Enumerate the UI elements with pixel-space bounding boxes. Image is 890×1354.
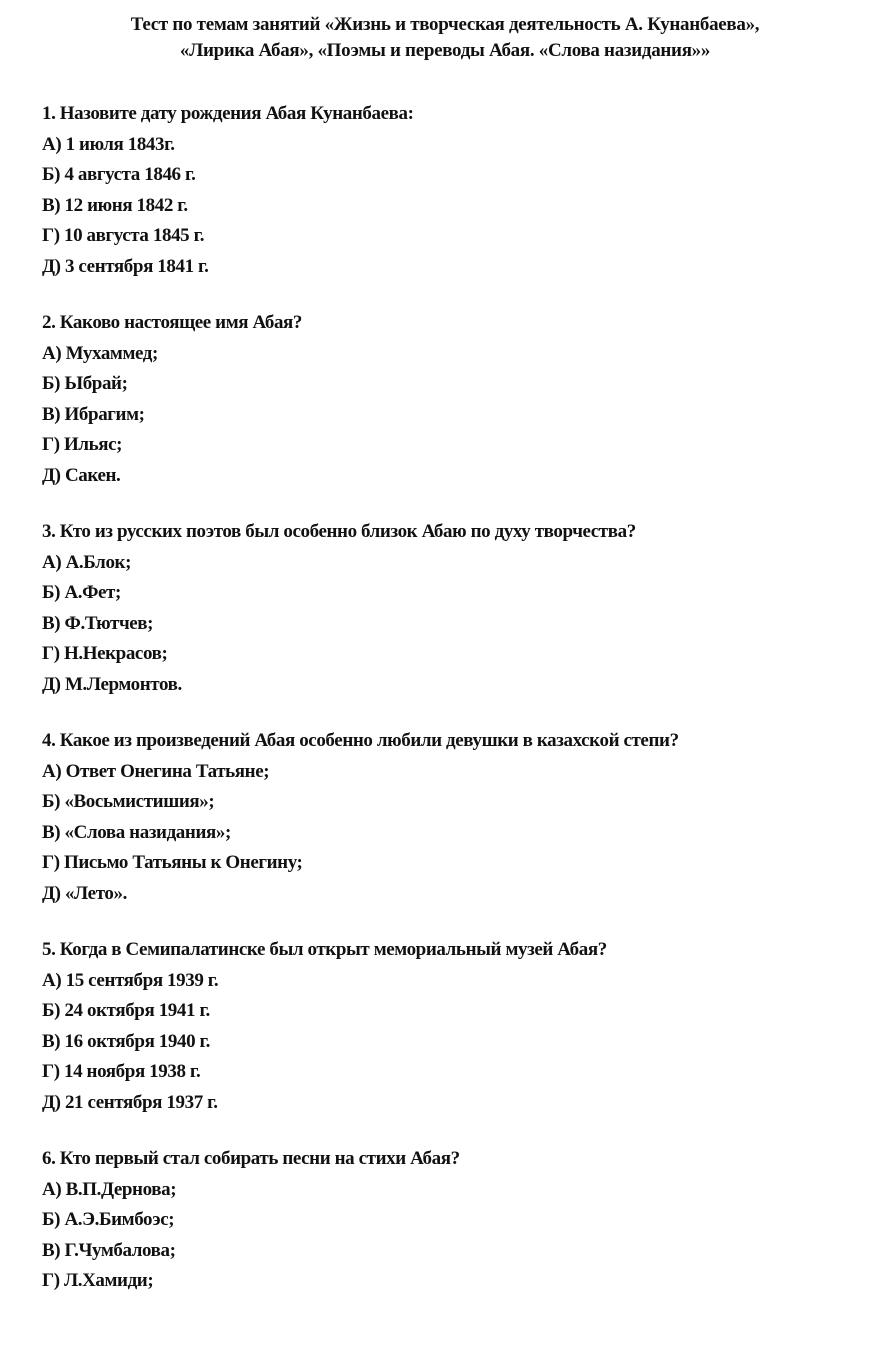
answer-option-e: Д) М.Лермонтов. xyxy=(42,673,182,695)
question-5 xyxy=(42,935,888,1118)
question-list xyxy=(42,99,888,1323)
question-6 xyxy=(42,1144,888,1297)
answer-option-c: В) Ибрагим; xyxy=(42,403,145,425)
answer-option-a: А) Ответ Онегина Татьяне; xyxy=(42,760,270,782)
answer-option-b: Б) 4 августа 1846 г. xyxy=(42,164,196,185)
question-1 xyxy=(42,99,888,282)
answer-option-e: Д) 21 сентября 1937 г. xyxy=(42,1091,218,1113)
answer-option-c: В) 16 октября 1940 г. xyxy=(42,1030,210,1052)
answer-option-c: В) 12 июня 1842 г. xyxy=(42,194,188,216)
question-text: 5. Когда в Семипалатинске был открыт мемориальный музей Абая? xyxy=(42,939,607,960)
title-line-2: «Лирика Абая», «Поэмы и переводы Абая. «Слова назидания»» xyxy=(179,40,711,61)
answer-option-a: А) В.П.Дернова; xyxy=(42,1178,177,1200)
answer-option-a: А) А.Блок; xyxy=(42,551,132,573)
answer-option-d: Г) 14 ноября 1938 г. xyxy=(42,1061,201,1082)
answer-option-b: Б) 24 октября 1941 г. xyxy=(42,1000,210,1021)
question-text: 1. Назовите дату рождения Абая Кунанбаева: xyxy=(42,103,414,124)
answer-option-a: А) 15 сентября 1939 г. xyxy=(42,969,219,991)
answer-option-b: Б) Ыбрай; xyxy=(42,373,128,394)
answer-option-d: Г) Ильяс; xyxy=(42,434,123,455)
answer-option-c: В) Г.Чумбалова; xyxy=(42,1239,176,1261)
question-text: 2. Каково настоящее имя Абая? xyxy=(42,312,303,333)
answer-option-b: Б) «Восьмистишия»; xyxy=(42,791,215,812)
question-2 xyxy=(42,308,888,491)
question-text: 6. Кто первый стал собирать песни на стихи Абая? xyxy=(42,1148,460,1169)
answer-option-e: Д) Сакен. xyxy=(42,464,121,486)
answer-option-a: А) 1 июля 1843г. xyxy=(42,133,175,155)
title-line-1: Тест по темам занятий «Жизнь и творческая деятельность А. Кунанбаева», xyxy=(130,14,760,35)
answer-option-d: Г) 10 августа 1845 г. xyxy=(42,225,205,246)
answer-option-d: Г) Н.Некрасов; xyxy=(42,643,168,664)
question-text: 3. Кто из русских поэтов был особенно близок Абаю по духу творчества? xyxy=(42,521,636,542)
answer-option-c: В) Ф.Тютчев; xyxy=(42,612,154,634)
question-text: 4. Какое из произведений Абая особенно любили девушки в казахской степи? xyxy=(42,730,679,751)
answer-option-b: Б) А.Э.Бимбоэс; xyxy=(42,1209,175,1230)
question-4 xyxy=(42,726,888,909)
page-title xyxy=(0,12,890,64)
answer-option-e: Д) «Лето». xyxy=(42,882,127,904)
answer-option-b: Б) А.Фет; xyxy=(42,582,121,603)
answer-option-d: Г) Письмо Татьяны к Онегину; xyxy=(42,852,303,873)
answer-option-a: А) Мухаммед; xyxy=(42,342,158,364)
question-3 xyxy=(42,517,888,700)
answer-option-c: В) «Слова назидания»; xyxy=(42,821,231,843)
answer-option-d: Г) Л.Хамиди; xyxy=(42,1270,154,1291)
answer-option-e: Д) 3 сентября 1841 г. xyxy=(42,255,209,277)
